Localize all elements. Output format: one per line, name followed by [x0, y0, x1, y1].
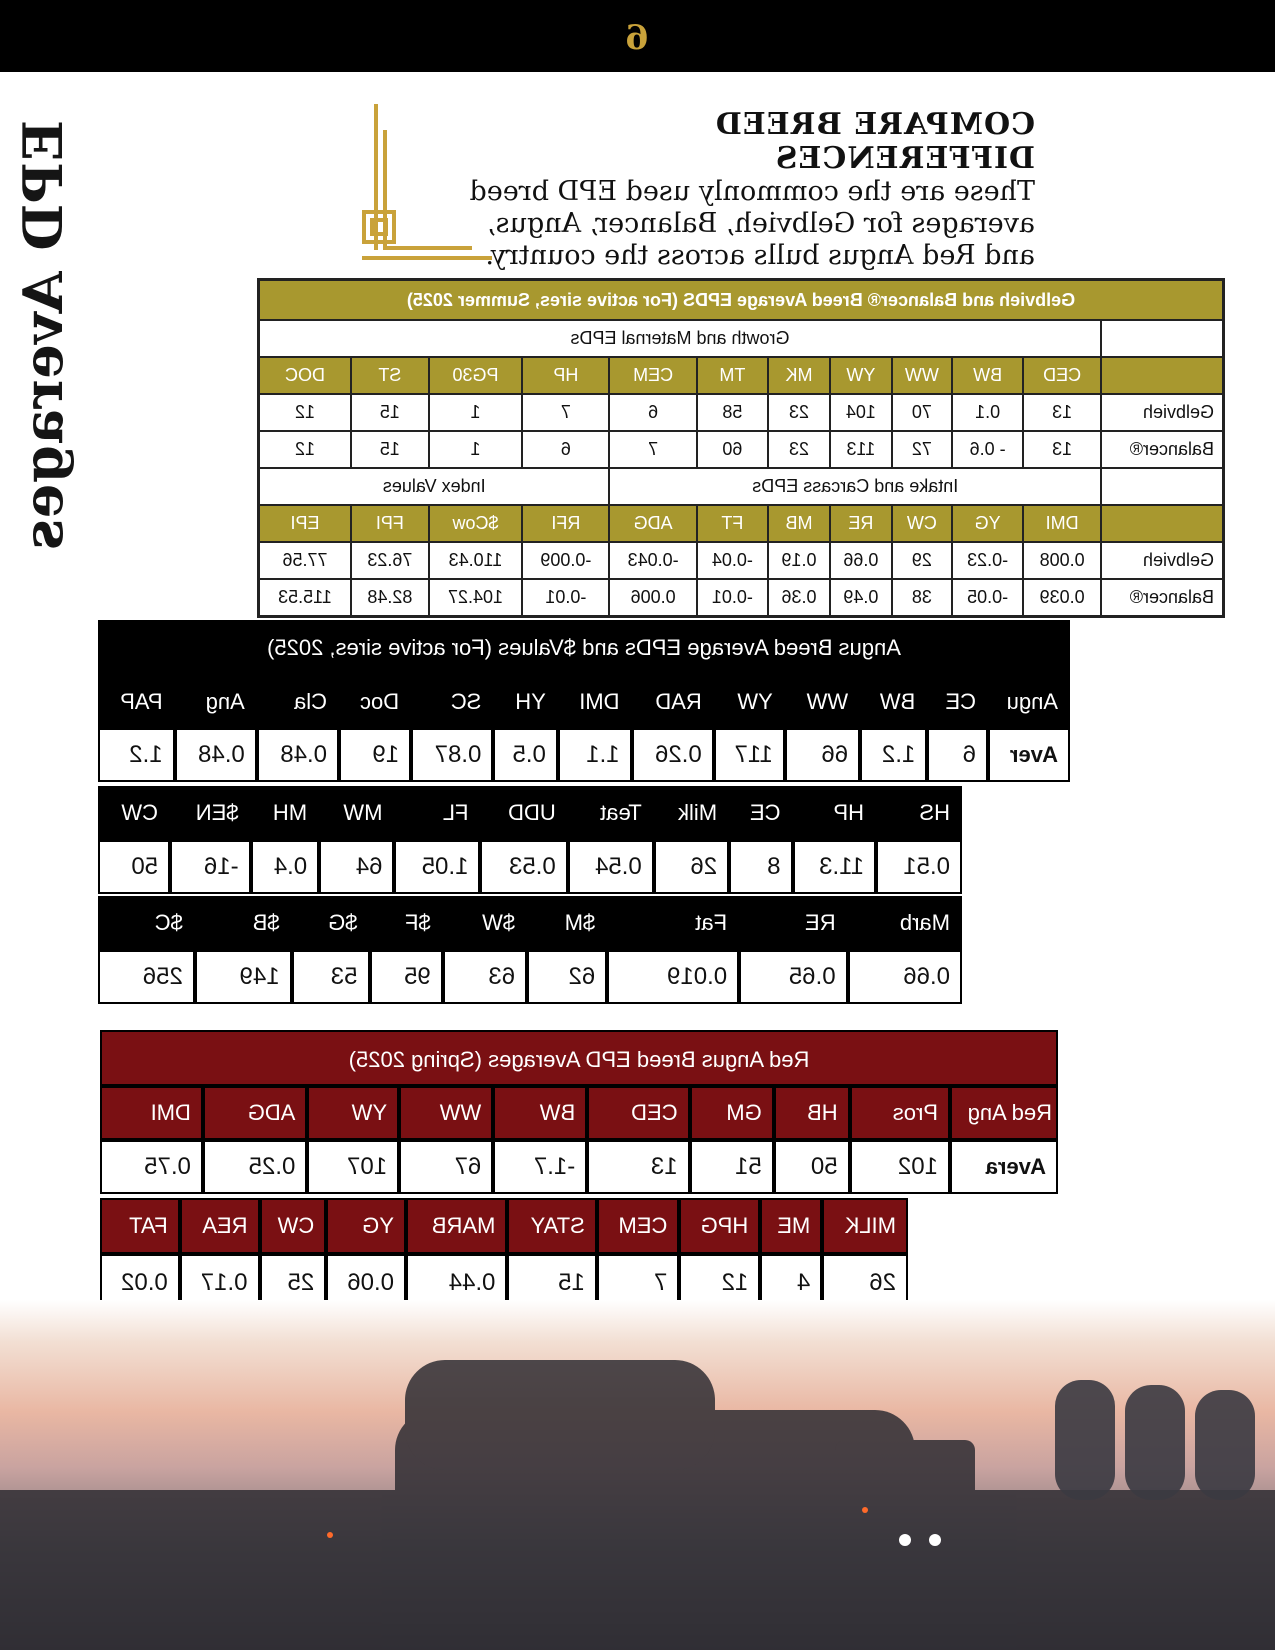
- cell: 76.23: [351, 542, 429, 579]
- col-header: CE: [729, 786, 792, 840]
- col-header: HS: [876, 786, 962, 840]
- cell: 149: [195, 950, 292, 1004]
- heading-block: [445, 108, 1035, 272]
- cell: 95: [370, 950, 443, 1004]
- cell: -0.009: [522, 542, 609, 579]
- cell: 1: [429, 394, 523, 431]
- cell: -0.043: [609, 542, 696, 579]
- hay-truck-silhouette: [0, 1300, 1275, 1650]
- col-header: BW: [860, 676, 927, 728]
- col-header: BW: [493, 1086, 587, 1140]
- cell: 1.2: [98, 728, 175, 782]
- cell: 12: [679, 1254, 760, 1312]
- cell: 13: [1023, 394, 1101, 431]
- cell: 0.1: [952, 394, 1023, 431]
- col-header: Pros: [850, 1086, 950, 1140]
- heading-body: These are the commonly used EPD breed averages for Gelbvieh, Balancer, Angus, and Red Angus bulls across the country.: [469, 176, 1035, 271]
- cell: 7: [597, 1254, 680, 1312]
- cell: 0.54: [568, 840, 654, 894]
- col-header: FAT: [100, 1198, 180, 1254]
- gelbvieh-table: [257, 278, 1225, 618]
- col-header: YW: [307, 1086, 399, 1140]
- red-angus-table-2: [100, 1198, 908, 1312]
- angus-table-1: [98, 676, 1070, 782]
- col-header: CW: [892, 505, 952, 542]
- cell: 0.4: [251, 840, 320, 894]
- row-label: Avera: [950, 1140, 1058, 1194]
- cell: 13: [1023, 431, 1101, 468]
- col-header: MARB: [406, 1198, 507, 1254]
- col-header: YG: [952, 505, 1023, 542]
- cell: 1.1: [558, 728, 632, 782]
- col-header: ST: [351, 357, 429, 394]
- cell: 0.53: [480, 840, 567, 894]
- cell: 53: [292, 950, 370, 1004]
- blank-cell: [1101, 357, 1224, 394]
- col-header: DMI: [100, 1086, 203, 1140]
- cell: 63: [443, 950, 527, 1004]
- cell: 15: [507, 1254, 596, 1312]
- cell: 8: [729, 840, 792, 894]
- sunset-photo: [0, 1300, 1275, 1650]
- cell: 1.05: [394, 840, 480, 894]
- col-header: ADG: [203, 1086, 307, 1140]
- cell: 0.019: [607, 950, 739, 1004]
- cell: 0.65: [739, 950, 847, 1004]
- col-header: RE: [830, 505, 892, 542]
- cell: 70: [892, 394, 952, 431]
- cell: 0.48: [257, 728, 339, 782]
- blank-cell: [1101, 320, 1224, 357]
- col-header: $EN: [170, 786, 251, 840]
- col-header: UDD: [480, 786, 567, 840]
- gelbvieh-title: Gelbvieh and Balancer® Breed Average EPDS (For active sires, Summer 2025): [259, 280, 1224, 321]
- col-header: HB: [774, 1086, 850, 1140]
- cell: 117: [714, 728, 785, 782]
- col-header: CE: [927, 676, 988, 728]
- cell: 0.06: [326, 1254, 406, 1312]
- cell: 12: [259, 394, 351, 431]
- col-header: REA: [180, 1198, 260, 1254]
- col-header: Cla: [257, 676, 339, 728]
- cell: -0.23: [952, 542, 1023, 579]
- col-header: MH: [251, 786, 320, 840]
- col-header: CEM: [609, 357, 696, 394]
- cell: 0.5: [493, 728, 557, 782]
- cell: 6: [927, 728, 988, 782]
- cell: 0.66: [848, 950, 962, 1004]
- cell: 0.02: [100, 1254, 180, 1312]
- cell: 62: [527, 950, 607, 1004]
- cell: 72: [892, 431, 952, 468]
- cell: 0.17: [180, 1254, 260, 1312]
- table-row: [259, 542, 1224, 579]
- cell: 1.2: [860, 728, 927, 782]
- col-header: ADG: [609, 505, 696, 542]
- cell: 104: [830, 394, 892, 431]
- page-number: 6: [625, 18, 649, 58]
- cell: 102: [850, 1140, 950, 1194]
- cell: 1: [429, 431, 523, 468]
- intake-label: Intake and Carcass EPDs: [609, 468, 1101, 505]
- cell: 23: [768, 431, 830, 468]
- cell: 64: [319, 840, 394, 894]
- cell: 7: [522, 394, 609, 431]
- col-header: CEM: [597, 1198, 680, 1254]
- col-header: Doc: [339, 676, 411, 728]
- col-header: RE: [739, 896, 847, 950]
- cell: - 0.6: [952, 431, 1023, 468]
- cell: 0.75: [100, 1140, 203, 1194]
- col-header: Red Ang: [950, 1086, 1058, 1140]
- col-header: RAD: [632, 676, 714, 728]
- cell: 0.36: [768, 579, 830, 617]
- col-header: Fat: [607, 896, 739, 950]
- cell: 110.43: [429, 542, 523, 579]
- col-header: YG: [326, 1198, 406, 1254]
- col-header: $B: [195, 896, 292, 950]
- cell: 0.25: [203, 1140, 307, 1194]
- red-angus-title: Red Angus Breed EPD Averages (Spring 2025): [100, 1030, 1058, 1086]
- table-row: [259, 394, 1224, 431]
- cell: 38: [892, 579, 952, 617]
- row-label: Gelbvieh: [1101, 394, 1224, 431]
- cell: 23: [768, 394, 830, 431]
- cell: 0.19: [768, 542, 830, 579]
- col-header: Angu: [988, 676, 1070, 728]
- cell: 0.006: [609, 579, 696, 617]
- cell: 67: [399, 1140, 493, 1194]
- col-header: WW: [399, 1086, 493, 1140]
- cell: 6: [522, 431, 609, 468]
- cell: 50: [98, 840, 170, 894]
- cell: 107: [307, 1140, 399, 1194]
- col-header: HPG: [679, 1198, 760, 1254]
- col-header: FT: [697, 505, 768, 542]
- cell: 11.3: [793, 840, 876, 894]
- cell: 58: [697, 394, 768, 431]
- col-header: GM: [690, 1086, 774, 1140]
- col-header: STAY: [507, 1198, 596, 1254]
- col-header: CED: [587, 1086, 689, 1140]
- cell: 66: [785, 728, 860, 782]
- cell: 77.56: [259, 542, 351, 579]
- cell: 15: [351, 431, 429, 468]
- cell: 29: [892, 542, 952, 579]
- cell: -0.05: [952, 579, 1023, 617]
- angus-title: Angus Breed Average EPDs and $Values (For active sires, 2025): [98, 620, 1070, 676]
- col-header: YH: [493, 676, 557, 728]
- col-header: Milk: [654, 786, 729, 840]
- cell: -0.01: [697, 579, 768, 617]
- col-header: EPI: [259, 505, 351, 542]
- col-header: YW: [830, 357, 892, 394]
- col-header: Marb: [848, 896, 962, 950]
- col-header: $W: [443, 896, 527, 950]
- col-header: Teat: [568, 786, 654, 840]
- cell: 7: [609, 431, 696, 468]
- cell: -0.01: [522, 579, 609, 617]
- side-title: EPD Averages: [11, 120, 75, 551]
- cell: 26: [822, 1254, 908, 1312]
- col-header: PAP: [98, 676, 175, 728]
- col-header: $M: [527, 896, 607, 950]
- corner-ornament-icon: [352, 100, 512, 265]
- col-header: MW: [319, 786, 394, 840]
- cell: 26: [654, 840, 729, 894]
- col-header: DOC: [259, 357, 351, 394]
- col-header: $G: [292, 896, 370, 950]
- cell: -1.7: [493, 1140, 587, 1194]
- cell: 0.87: [411, 728, 493, 782]
- cell: 12: [259, 431, 351, 468]
- cell: 50: [774, 1140, 850, 1194]
- cell: 82.48: [351, 579, 429, 617]
- angus-table-2: [98, 786, 962, 894]
- col-header: $F: [370, 896, 443, 950]
- col-header: Ang: [175, 676, 257, 728]
- cell: -0.04: [697, 542, 768, 579]
- heading-title: COMPARE BREED DIFFERENCES: [714, 107, 1035, 176]
- col-header: WW: [785, 676, 860, 728]
- growth-header-row: [259, 357, 1224, 394]
- col-header: DMI: [1023, 505, 1101, 542]
- cell: 25: [260, 1254, 327, 1312]
- table-row: [259, 431, 1224, 468]
- row-label: Balancer®: [1101, 579, 1224, 617]
- col-header: SC: [411, 676, 493, 728]
- index-label: Index Values: [259, 468, 610, 505]
- col-header: CW: [260, 1198, 327, 1254]
- cell: 6: [609, 394, 696, 431]
- cell: 113: [830, 431, 892, 468]
- cell: -16: [170, 840, 251, 894]
- table-row: [259, 579, 1224, 617]
- cell: 60: [697, 431, 768, 468]
- row-label: Gelbvieh: [1101, 542, 1224, 579]
- col-header: HP: [522, 357, 609, 394]
- col-header: TM: [697, 357, 768, 394]
- col-header: BW: [952, 357, 1023, 394]
- cell: 0.26: [632, 728, 714, 782]
- row-label: Balancer®: [1101, 431, 1224, 468]
- cell: 0.008: [1023, 542, 1101, 579]
- cell: 115.53: [259, 579, 351, 617]
- cell: 15: [351, 394, 429, 431]
- col-header: MB: [768, 505, 830, 542]
- col-header: CW: [98, 786, 170, 840]
- col-header: FL: [394, 786, 480, 840]
- red-angus-table-1: [100, 1086, 1058, 1194]
- cell: 104.27: [429, 579, 523, 617]
- col-header: WW: [892, 357, 952, 394]
- col-header: DMI: [558, 676, 632, 728]
- cell: 19: [339, 728, 411, 782]
- cell: 13: [587, 1140, 689, 1194]
- growth-label: Growth and Maternal EPDs: [259, 320, 1102, 357]
- cell: 0.039: [1023, 579, 1101, 617]
- col-header: RFI: [522, 505, 609, 542]
- col-header: PG30: [429, 357, 523, 394]
- angus-table-3: [98, 896, 962, 1004]
- cell: 4: [760, 1254, 822, 1312]
- cell: 0.44: [406, 1254, 507, 1312]
- col-header: YW: [714, 676, 785, 728]
- cell: 0.48: [175, 728, 257, 782]
- carcass-header-row: [259, 505, 1224, 542]
- row-label: Aver: [988, 728, 1070, 782]
- col-header: $Cow: [429, 505, 523, 542]
- cell: 51: [690, 1140, 774, 1194]
- col-header: HP: [793, 786, 876, 840]
- cell: 256: [98, 950, 195, 1004]
- col-header: MK: [768, 357, 830, 394]
- col-header: $C: [98, 896, 195, 950]
- col-header: ME: [760, 1198, 822, 1254]
- col-header: MILK: [822, 1198, 908, 1254]
- cell: 0.51: [876, 840, 962, 894]
- cell: 0.49: [830, 579, 892, 617]
- blank-cell: [1101, 505, 1224, 542]
- col-header: FPI: [351, 505, 429, 542]
- col-header: CED: [1023, 357, 1101, 394]
- cell: 0.66: [830, 542, 892, 579]
- blank-cell: [1101, 468, 1224, 505]
